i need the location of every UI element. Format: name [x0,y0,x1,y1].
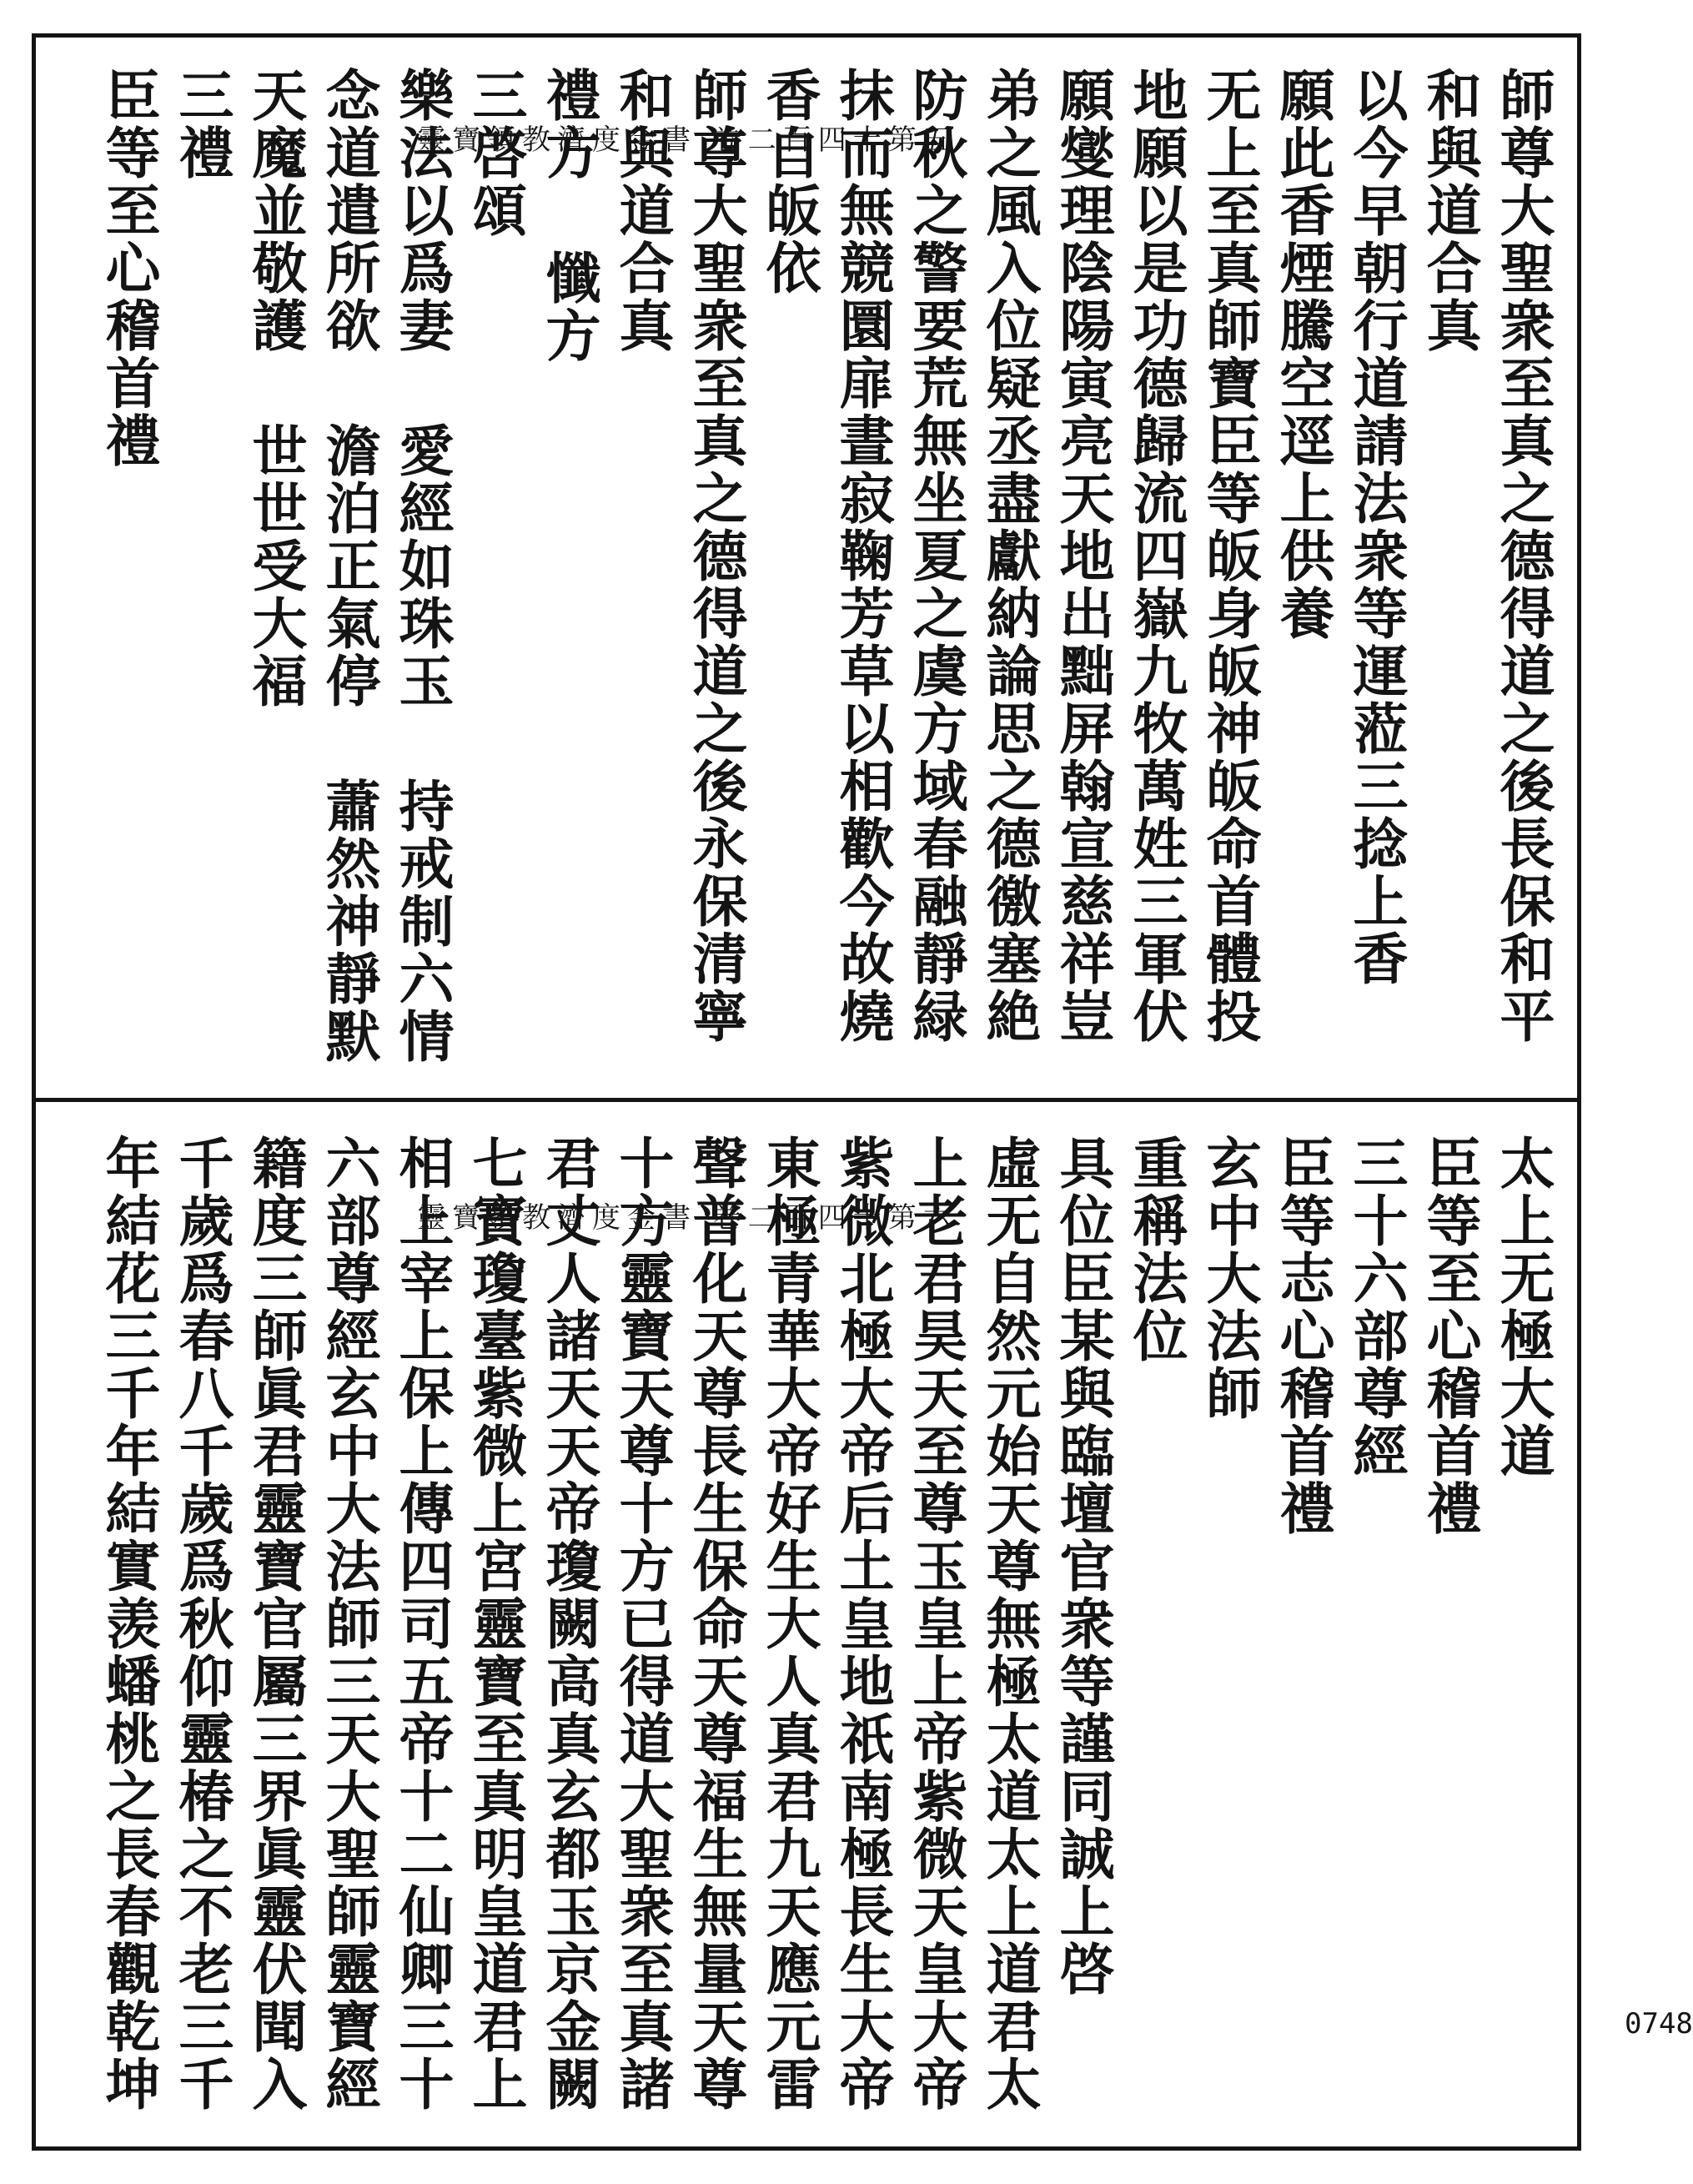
text-column: 抹而無競圜扉晝寂鞠芳草以相歡今故燒 [830,67,895,1045]
text-column: 紫微北極大帝后土皇地祇南極長生大帝 [830,1135,895,2113]
text-column: 君丈人諸天天帝瓊闕高真玄都玉京金闕 [536,1135,601,2113]
text-column: 具位臣某與臨壇官衆等謹同誠上啓 [1050,1135,1115,1998]
text-column: 臣等至心稽首禮 [1417,1135,1482,1537]
text-column: 願燮理陰陽寅亮天地出黜屏翰宣慈祥豈 [1050,67,1115,1045]
text-column: 以今早朝行道請法衆等運蒞三捻上香 [1344,67,1409,988]
top-columns [50,50,1560,1084]
text-column: 籍度三師眞君靈寶官屬三界眞靈伏聞入 [243,1135,308,2113]
text-column: 三禮 [169,67,234,182]
top-section [50,50,1560,1084]
text-column: 香自皈依 [756,67,821,297]
text-column: 弟之風入位疑丞盡獻納論思之德徼塞絶 [977,67,1042,1045]
text-column: 臣等至心稽首禮 [96,67,161,470]
text-column: 樂法以爲妻 愛經如珠玉 持戒制六情 [389,67,455,1065]
text-column: 七寶瓊臺紫微上宮靈寶至真明皇道君上 [463,1135,528,2113]
page-number: 0748 [1625,2007,1693,2041]
text-column: 重稱法位 [1123,1135,1188,1365]
text-column: 地願以是功德歸流四嶽九牧萬姓三軍伏 [1123,67,1188,1045]
text-column: 禮方 懺方 [536,67,601,365]
text-column: 三啓頌 [463,67,528,239]
text-column: 十方靈寶天尊十方已得道大聖衆至真諸 [610,1135,675,2113]
section-divider [32,1098,1581,1102]
text-column: 相上宰上保上傳四司五帝十二仙卿三十 [389,1135,455,2113]
text-column: 臣等志心稽首禮 [1270,1135,1335,1537]
text-column: 三十六部尊經 [1344,1135,1409,1480]
text-column: 願此香煙騰空逕上供養 [1270,67,1335,642]
text-column: 千歲爲春八千歲爲秋仰靈椿之不老三千 [169,1135,234,2113]
text-column: 天魔並敬護 世世受大福 [243,67,308,710]
text-column: 上老君昊天至尊玉皇上帝紫微天皇大帝 [903,1135,968,2113]
bottom-header: 靈寶領教濟度金書 卷二百四十第六 [417,1201,958,1235]
text-column: 東極青華大帝好生大人真君九天應元雷 [756,1135,821,2113]
bottom-columns [50,1118,1560,2136]
text-column: 虛无自然元始天尊無極太道太上道君太 [977,1135,1042,2113]
text-column: 師尊大聖衆至真之德得道之後永保清寧 [683,67,748,1045]
text-column: 和與道合真 [610,67,675,355]
text-column: 太上无極大道 [1490,1135,1555,1480]
text-column: 師尊大聖衆至真之德得道之後長保和平 [1490,67,1555,1045]
text-column: 聲普化天尊長生保命天尊福生無量天尊 [683,1135,748,2113]
top-header: 靈寶領教濟度金書 卷二百四十第五 [417,123,958,157]
text-column: 年結花三千年結實羡蟠桃之長春觀乾坤 [96,1135,161,2113]
text-column: 六部尊經玄中大法師三天大聖師靈寶經 [316,1135,381,2113]
text-column: 防秋之警要荒無坐夏之虞方域春融靜緑 [903,67,968,1045]
bottom-section [50,1118,1560,2136]
text-column: 无上至真師寶臣等皈身皈神皈命首體投 [1197,67,1262,1045]
text-column: 和與道合真 [1417,67,1482,355]
text-column: 念道遣所欲 澹泊正氣停 蕭然神靜默 [316,67,381,1065]
text-column: 玄中大法師 [1197,1135,1262,1422]
